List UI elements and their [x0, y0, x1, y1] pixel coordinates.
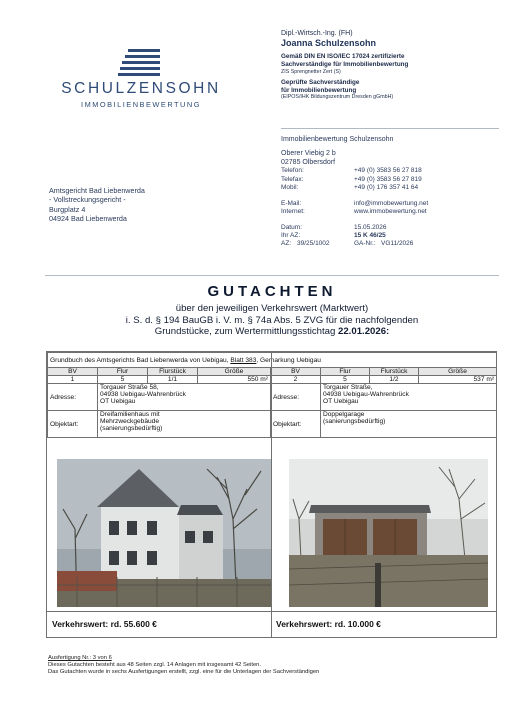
- cell-flurstueck-1: 1/1: [148, 376, 198, 384]
- header-flurstueck-1: Flurstück: [148, 368, 198, 376]
- recipient-line-1: Amtsgericht Bad Liebenwerda: [49, 186, 145, 195]
- cell-groesse-2: 537 m²: [419, 376, 497, 384]
- table-header-row: [48, 368, 497, 376]
- house-photo: [57, 459, 271, 607]
- title-divider: [45, 275, 499, 276]
- footer-line-1: Ausfertigung Nr.: 3 von 6: [48, 655, 112, 661]
- verkehrswert-right: Verkehrswert: rd. 10.000 €: [276, 619, 381, 629]
- degree: Dipl.-Wirtsch.-Ing. (FH): [281, 30, 353, 37]
- cell-flur-2: 5: [321, 376, 370, 384]
- fax-label: Telefax:: [281, 175, 304, 183]
- subtitle-line-1: über den jeweiligen Verkehrswert (Marktwert): [175, 303, 369, 314]
- mobile-value[interactable]: +49 (0) 176 357 41 64: [354, 183, 419, 191]
- brand-block: [50, 80, 232, 110]
- grundbuch-cell: Grundbuch des Amtsgerichts Bad Liebenwerda von Uebigau, Blatt 383, Gemarkung Uebigau: [48, 353, 497, 368]
- valuation-date: 22.01.2026:: [338, 326, 390, 338]
- internet-label: Internet:: [281, 208, 305, 216]
- document-title: GUTACHTEN: [207, 283, 337, 300]
- office-block: [281, 136, 501, 249]
- objektart-label-right: Objektart:: [271, 411, 321, 438]
- exam-line-2: für Immobilienbewertung: [281, 86, 357, 94]
- exam-note: (EIPOS/IHK Bildungszentrum Dresden gGmbH): [281, 94, 394, 101]
- recipient-line-2: - Vollstreckungsgericht -: [49, 195, 126, 205]
- expert-credentials: [281, 30, 501, 101]
- center-divider: [271, 352, 272, 638]
- phone-label: Telefon:: [281, 167, 304, 175]
- footer-line-2: Dieses Gutachten besteht aus 48 Seiten zzgl. 14 Anlagen mit insgesamt 42 Seiten.: [48, 662, 262, 669]
- grundbuch-row: [48, 353, 497, 368]
- objektart-row: [48, 411, 497, 438]
- cert-line-1: Gemäß DIN EN ISO/IEC 17024 zertifizierte: [281, 53, 405, 61]
- ga-value: VG11/2026: [381, 240, 414, 248]
- cell-flurstueck-2: 1/2: [370, 376, 419, 384]
- cell-flur-1: 5: [98, 376, 148, 384]
- cell-groesse-1: 550 m²: [198, 376, 271, 384]
- address-label-right: Adresse:: [271, 384, 321, 411]
- property-table: [47, 352, 497, 438]
- office-company: Immobilienbewertung Schulzensohn: [281, 136, 394, 143]
- ihr-az-value: 15 K 46/25: [354, 232, 386, 239]
- office-street: Oberer Viebig 2 b: [281, 150, 336, 158]
- footer: [48, 655, 319, 677]
- ga-label: GA-Nr.:: [354, 240, 376, 248]
- recipient-line-3: Burgplatz 4: [49, 204, 86, 214]
- header-flur-1: Flur: [98, 368, 148, 376]
- subtitle-line-2: i. S. d. § 194 BauGB i. V. m. § 74a Abs. 5 ZVG für die nachfolgenden: [125, 314, 419, 326]
- fax-value: +49 (0) 3583 56 27 819: [354, 175, 422, 183]
- cell-bv-2: 2: [271, 376, 321, 384]
- office-city: 02785 Olbersdorf: [281, 158, 336, 166]
- header-bv-1: BV: [48, 368, 98, 376]
- address-right: Torgauer Straße, 04938 Uebigau-Wahrenbrück OT Uebigau: [321, 384, 497, 411]
- mobile-label: Mobil:: [281, 183, 299, 191]
- recipient-line-4: 04924 Bad Liebenwerda: [49, 214, 127, 224]
- recipient-address: [49, 186, 145, 224]
- table-row: [48, 376, 497, 384]
- verkehrswert-left: Verkehrswert: rd. 55.600 €: [52, 619, 157, 629]
- header-divider: [281, 128, 499, 129]
- cert-note: ZIS Sprengnetter Zert (S): [281, 68, 341, 75]
- footer-line-3: Das Gutachten wurde in sechs Ausfertigungen erstellt, zzgl. eine für die Unterlagen der Sachverständigen: [48, 669, 320, 676]
- address-left: Torgauer Straße 58, 04938 Uebigau-Wahrenbrück OT Uebigau: [98, 384, 271, 411]
- objektart-right: Doppelgarage (sanierungsbedürftig): [321, 411, 497, 438]
- blatt-link: Blatt 383: [230, 356, 257, 364]
- cert-line-2: Sachverständige für Immobilienbewertung: [281, 61, 409, 68]
- objektart-left: Dreifamilienhaus mit Mehrzweckgebäude (sanierungsbedürftig): [98, 411, 271, 438]
- objektart-label-left: Objektart:: [48, 411, 98, 438]
- exam-line-1: Geprüfte Sachverständige: [281, 79, 360, 86]
- az-label: AZ:: [281, 240, 292, 248]
- company-logo-icon: [118, 47, 162, 79]
- date-label: Datum:: [281, 223, 302, 231]
- expert-name: Joanna Schulzensohn: [281, 38, 377, 49]
- phone-value[interactable]: +49 (0) 3583 56 27 818: [354, 167, 422, 175]
- az-value: 39/25/1002: [297, 240, 330, 248]
- garage-photo: [289, 459, 488, 607]
- email-label: E-Mail:: [281, 200, 302, 208]
- property-frame: [46, 351, 497, 638]
- cell-bv-1: 1: [48, 376, 98, 384]
- address-row: [48, 384, 497, 411]
- date-value: 15.05.2026: [354, 223, 387, 231]
- address-label-left: Adresse:: [48, 384, 98, 411]
- email-link[interactable]: info@immobewertung.net: [354, 200, 429, 208]
- document-subtitle: [45, 303, 499, 338]
- header-groesse-2: Größe: [419, 368, 497, 376]
- header-bv-2: BV: [271, 368, 321, 376]
- header-groesse-1: Größe: [198, 368, 271, 376]
- header-flurstueck-2: Flurstück: [370, 368, 419, 376]
- brand-name: SCHULZENSOHN: [61, 80, 221, 97]
- internet-link[interactable]: www.immobewertung.net: [354, 208, 427, 216]
- ihr-az-label: Ihr AZ:: [281, 232, 301, 239]
- header-flur-2: Flur: [321, 368, 370, 376]
- brand-subtitle: IMMOBILIENBEWERTUNG: [81, 100, 201, 109]
- subtitle-line-3: Grundstücke, zum Wertermittlungsstichtag 22.01.2026:: [154, 326, 390, 338]
